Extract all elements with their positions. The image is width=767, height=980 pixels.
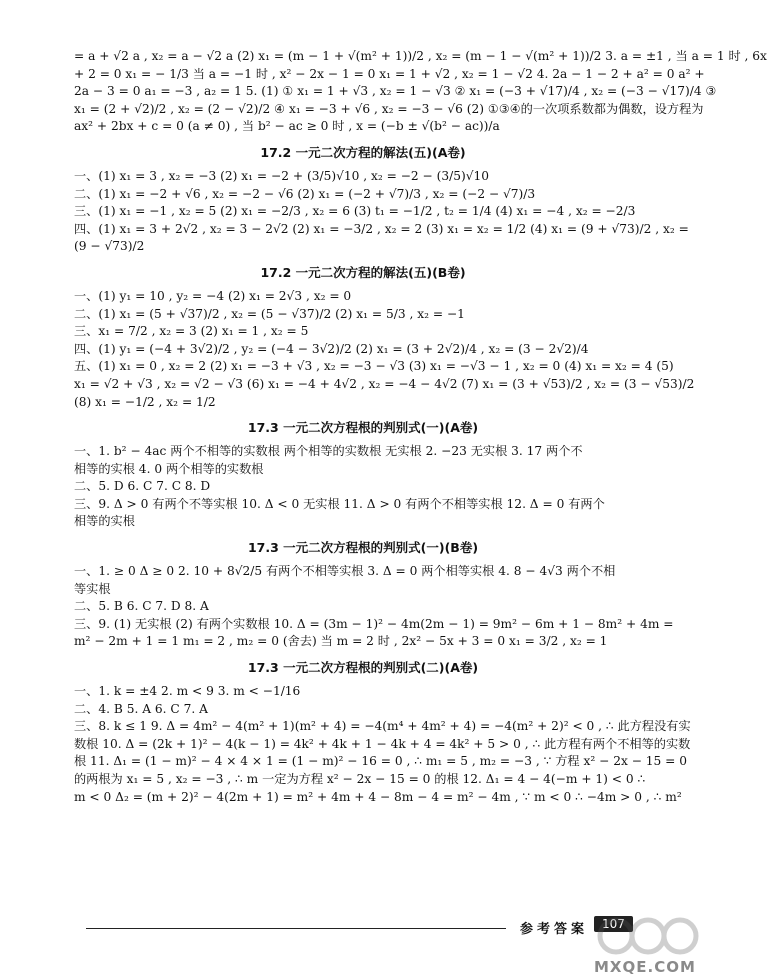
text-line: (8) x₁ = −1/2 , x₂ = 1/2	[74, 394, 216, 409]
text-line: 三、9. Δ > 0 有两个不等实根 10. Δ < 0 无实根 11. Δ > 0 有两个不相等实根 12. Δ = 0 有两个	[74, 496, 605, 511]
text-line: ax² + 2bx + c = 0 (a ≠ 0) , 当 b² − ac ≥ 0 时 , x = (−b ± √(b² − ac))/a	[74, 119, 500, 134]
text-line: 三、x₁ = 7/2 , x₂ = 3 (2) x₁ = 1 , x₂ = 5	[74, 324, 309, 339]
text-line: 相等的实根	[74, 514, 135, 529]
text-line: 四、(1) x₁ = 3 + 2√2 , x₂ = 3 − 2√2 (2) x₁ = −3/2 , x₂ = 2 (3) x₁ = x₂ = 1/2 (4) x₁ = (9 + √73)/2 , x₂ =	[74, 221, 689, 236]
text-line: 一、(1) y₁ = 10 , y₂ = −4 (2) x₁ = 2√3 , x₂ = 0	[74, 288, 352, 303]
text-line: 三、9. (1) 无实根 (2) 有两个实数根 10. Δ = (3m − 1)² − 4m(2m − 1) = 9m² − 6m + 1 − 8m² + 4m =	[74, 616, 674, 631]
text-line: 2a − 3 = 0 a₁ = −3 , a₂ = 1 5. (1) ① x₁ = 1 + √3 , x₂ = 1 − √3 ② x₁ = (−3 + √17)/4 , x₂ = (−3 − √17)/4 ③	[74, 84, 717, 99]
text-line: 五、(1) x₁ = 0 , x₂ = 2 (2) x₁ = −3 + √3 , x₂ = −3 − √3 (3) x₁ = −√3 − 1 , x₂ = 0 (4) x₁ = x₂ = 4 (5)	[74, 359, 674, 374]
text-line: 一、1. b² − 4ac 两个不相等的实数根 两个相等的实数根 无实根 2. −23 无实根 3. 17 两个不	[74, 444, 583, 459]
section-heading: 17.3 一元二次方程根的判别式(一)(A卷)	[247, 420, 479, 436]
text-line: 一、1. ≥ 0 Δ ≥ 0 2. 10 + 8√2/5 有两个不相等实根 3. Δ = 0 两个相等实根 4. 8 − 4√3 两个不相	[74, 564, 616, 579]
text-line: m² − 2m + 1 = 1 m₁ = 2 , m₂ = 0 (舍去) 当 m = 2 时 , 2x² − 5x + 3 = 0 x₁ = 3/2 , x₂ = 1	[74, 634, 608, 649]
text-line: 一、(1) x₁ = 3 , x₂ = −3 (2) x₁ = −2 + (3/5)√10 , x₂ = −2 − (3/5)√10	[74, 168, 490, 183]
footer-rule	[86, 928, 506, 929]
section-heading: 17.3 一元二次方程根的判别式(一)(B卷)	[247, 540, 479, 556]
text-line: 二、(1) x₁ = (5 + √37)/2 , x₂ = (5 − √37)/2 (2) x₁ = 5/3 , x₂ = −1	[74, 306, 465, 321]
text-line: + 2 = 0 x₁ = − 1/3 当 a = −1 时 , x² − 2x − 1 = 0 x₁ = 1 + √2 , x₂ = 1 − √2 4. 2a − 1 − 2 + a² = 0 a² +	[74, 66, 705, 81]
text-line: 数根 10. Δ = (2k + 1)² − 4(k − 1) = 4k² + 4k + 1 − 4k + 4 = 4k² + 5 > 0 , ∴ 此方程有两个不相等的实数	[74, 736, 691, 751]
text-line: 四、(1) y₁ = (−4 + 3√2)/2 , y₂ = (−4 − 3√2)/2 (2) x₁ = (3 + 2√2)/4 , x₂ = (3 − 2√2)/4	[74, 341, 589, 356]
text-line: 二、5. D 6. C 7. C 8. D	[74, 479, 211, 494]
text-line: 二、(1) x₁ = −2 + √6 , x₂ = −2 − √6 (2) x₁ = (−2 + √7)/3 , x₂ = (−2 − √7)/3	[74, 186, 536, 201]
text-line: (9 − √73)/2	[74, 239, 145, 254]
text-line: 的两根为 x₁ = 5 , x₂ = −3 , ∴ m 一定为方程 x² − 2x − 15 = 0 的根 12. Δ₁ = 4 − 4(−m + 1) < 0 ∴	[74, 772, 646, 786]
page-number: 107	[594, 916, 633, 932]
text-line: x₁ = √2 + √3 , x₂ = √2 − √3 (6) x₁ = −4 + 4√2 , x₂ = −4 − 4√2 (7) x₁ = (3 + √53)/2 , x₂ = (3 − √53)/2	[74, 376, 695, 391]
section-heading: 17.2 一元二次方程的解法(五)(A卷)	[260, 144, 466, 160]
text-line: 二、5. B 6. C 7. D 8. A	[74, 599, 209, 614]
answer-content	[74, 48, 767, 806]
text-line: 一、1. k = ±4 2. m < 9 3. m < −1/16	[74, 684, 301, 699]
text-line: = a + √2 a , x₂ = a − √2 a (2) x₁ = (m − 1 + √(m² + 1))/2 , x₂ = (m − 1 − √(m² + 1))/2 3. a = ±1 , 当 a = 1 时 , 6x	[74, 49, 767, 63]
footer-label: 参考答案	[520, 922, 589, 937]
text-line: 三、(1) x₁ = −1 , x₂ = 5 (2) x₁ = −2/3 , x₂ = 6 (3) t₁ = −1/2 , t₂ = 1/4 (4) x₁ = −4 , x₂ = −2/3	[74, 204, 636, 219]
section-heading: 17.2 一元二次方程的解法(五)(B卷)	[260, 264, 466, 280]
text-line: 相等的实根 4. 0 两个相等的实数根	[74, 461, 264, 476]
text-line: x₁ = (2 + √2)/2 , x₂ = (2 − √2)/2 ④ x₁ = −3 + √6 , x₂ = −3 − √6 (2) ①③④的一次项系数都为偶数，设方程为	[74, 101, 704, 116]
section-heading: 17.3 一元二次方程根的判别式(二)(A卷)	[247, 660, 479, 676]
text-line: m < 0 Δ₂ = (m + 2)² − 4(2m + 1) = m² + 4m + 4 − 8m − 4 = m² − 4m , ∵ m < 0 ∴ −4m > 0 , ∴ m²	[74, 789, 682, 804]
text-line: 三、8. k ≤ 1 9. Δ = 4m² − 4(m² + 1)(m² + 4) = −4(m⁴ + 4m² + 4) = −4(m² + 2)² < 0 , ∴ 此方程没有实	[74, 719, 691, 734]
text-line: 根 11. Δ₁ = (1 − m)² − 4 × 4 × 1 = (1 − m)² − 16 = 0 , ∴ m₁ = 5 , m₂ = −3 , ∵ 方程 x² − 2x − 15 = 0	[74, 754, 688, 769]
text-line: 等实根	[74, 581, 111, 596]
text-line: 二、4. B 5. A 6. C 7. A	[74, 701, 208, 716]
watermark-text: MXQE.COM	[594, 958, 696, 976]
